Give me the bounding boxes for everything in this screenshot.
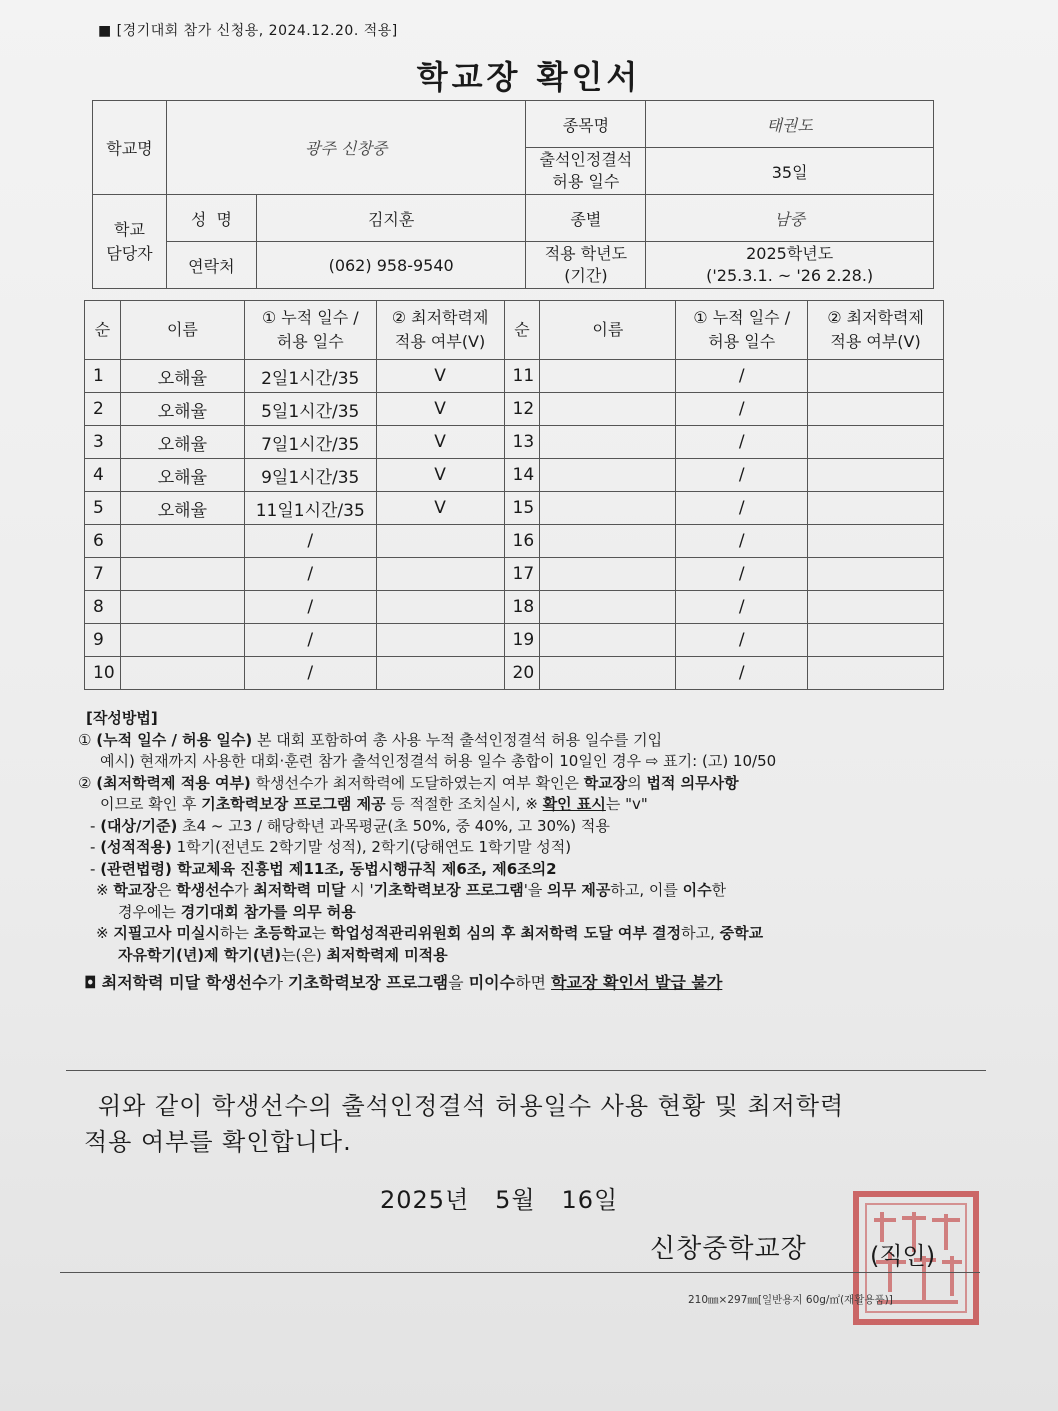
student-name [120, 525, 244, 558]
note-1-b4: 기초학력보장 프로그램 [373, 881, 524, 899]
accumulated-days: 11일1시간/35 [244, 492, 376, 525]
paper-spec: 210㎜×297㎜[일반용지 60g/㎡(재활용품)] [688, 1294, 893, 1306]
year-value-2: ('25.3.1. ~ '26 2.28.) [706, 266, 874, 285]
row-number: 20 [504, 657, 540, 690]
header-min-line1: ② 최저학력제 [391, 308, 489, 327]
allowed-days-value: 35일 [646, 148, 934, 195]
header-days-right [676, 301, 808, 360]
instruction-2-text: 학생선수가 최저학력에 도달하였는지 여부 확인은 [250, 773, 584, 792]
instruction-2 [78, 773, 958, 795]
instruction-2-bold3: 법적 의무사항 [646, 773, 739, 792]
instruction-1-example: 예시) 현재까지 사용한 대회·훈련 참가 출석인정결석 허용 일수 총합이 10일인 경우 ⇨ 표기: (고) 10/50 [100, 752, 777, 770]
contact-value: (062) 958-9540 [256, 242, 526, 289]
allowed-days-label-1: 출석인정결석 [539, 150, 633, 169]
instructions-section [78, 708, 958, 994]
header-days-left [244, 301, 376, 360]
accumulated-days: / [676, 360, 808, 393]
document-title: 학교장 확인서 [416, 58, 642, 96]
bullet-grades [78, 837, 958, 859]
row-number: 8 [85, 591, 121, 624]
confirmation-line-2: 적용 여부를 확인합니다. [84, 1128, 352, 1156]
min-standard-check [808, 558, 944, 591]
bullet-target-text: 초4 ~ 고3 / 해당학년 과목평균(초 50%, 중 40%, 고 30%) 적용 [177, 816, 610, 835]
table-row [85, 525, 944, 558]
student-name [120, 657, 244, 690]
min-standard-check [808, 360, 944, 393]
note-1-b5: 의무 제공 [547, 881, 611, 899]
header-min-left [376, 301, 504, 360]
table-row [85, 657, 944, 690]
bullet-target-bold: (대상/기준) [100, 816, 178, 835]
student-name [540, 657, 676, 690]
instruction-2-cont-1: 이므로 확인 후 [100, 795, 202, 813]
header-min-right [808, 301, 944, 360]
bullet-grades-bold: (성적적용) [100, 838, 172, 856]
sport-label: 종목명 [526, 101, 646, 148]
min-standard-check [808, 492, 944, 525]
note-2-t2: 는 [311, 924, 331, 942]
min-standard-check [808, 525, 944, 558]
accumulated-days: / [676, 459, 808, 492]
min-standard-check [376, 657, 504, 690]
note-2-cont-b1: 자유학기(년)제 학기(년) [118, 945, 282, 964]
note-2-t1: 하는 [220, 924, 254, 942]
header-seq-left: 순 [85, 301, 121, 360]
year-value [646, 242, 934, 289]
note-2-prefix: ※ [96, 924, 114, 942]
student-name: 오해율 [120, 360, 244, 393]
student-name [540, 426, 676, 459]
row-number: 2 [85, 393, 121, 426]
min-standard-check [376, 591, 504, 624]
row-number: 10 [85, 657, 121, 690]
name-value: 김지훈 [256, 195, 526, 242]
min-standard-check [808, 459, 944, 492]
instruction-2-cont-bold2: 확인 표시 [542, 795, 606, 813]
student-name: 오해율 [120, 426, 244, 459]
form-header-note: ■ [경기대회 참가 신청용, 2024.12.20. 적용] [98, 23, 398, 39]
accumulated-days: / [244, 624, 376, 657]
note-2-b2: 초등학교 [253, 924, 312, 942]
note-1-prefix: ※ [96, 881, 114, 899]
accumulated-days: / [244, 558, 376, 591]
header-days-line2: 허용 일수 [708, 332, 776, 351]
row-number: 7 [85, 558, 121, 591]
notice-b1: 최저학력 미달 학생선수 [101, 973, 268, 992]
bullet-law-prefix: - [90, 859, 101, 878]
instruction-2-text2: 의 [627, 773, 647, 792]
accumulated-days: / [676, 558, 808, 591]
student-name [120, 591, 244, 624]
manager-label [93, 195, 167, 289]
min-standard-check: V [376, 492, 504, 525]
footer-divider [60, 1272, 980, 1273]
student-name [540, 525, 676, 558]
notice-b3: 미이수 [468, 973, 516, 992]
accumulated-days: 5일1시간/35 [244, 393, 376, 426]
note-2-b4: 중학교 [719, 924, 764, 942]
row-number: 4 [85, 459, 121, 492]
header-name-left: 이름 [120, 301, 244, 360]
row-number: 15 [504, 492, 540, 525]
student-name [540, 492, 676, 525]
header-seq-right: 순 [504, 301, 540, 360]
min-standard-check [376, 558, 504, 591]
accumulated-days: / [676, 492, 808, 525]
year-label [526, 242, 646, 289]
confirmation-statement [84, 1088, 964, 1160]
min-standard-check [376, 624, 504, 657]
student-name [120, 558, 244, 591]
header-days-line2: 허용 일수 [276, 332, 344, 351]
table-row [85, 492, 944, 525]
accumulated-days: / [244, 525, 376, 558]
note-1-b2: 학생선수 [176, 881, 235, 899]
accumulated-days: 2일1시간/35 [244, 360, 376, 393]
row-number: 11 [504, 360, 540, 393]
accumulated-days: / [676, 657, 808, 690]
student-name [540, 591, 676, 624]
student-name [120, 624, 244, 657]
issuance-notice [78, 972, 958, 994]
roster-table [84, 300, 944, 690]
category-value: 남중 [646, 195, 934, 242]
accumulated-days: / [244, 591, 376, 624]
note-1-t6: 한 [711, 881, 727, 899]
school-value: 광주 신창중 [166, 101, 526, 195]
min-standard-check: V [376, 426, 504, 459]
allowed-days-label [526, 148, 646, 195]
note-1-t5: 하고, 이를 [610, 881, 683, 899]
instruction-1-bold: (누적 일수 / 허용 일수) [96, 730, 253, 749]
accumulated-days: / [676, 426, 808, 459]
bullet-grades-prefix: - [90, 838, 101, 856]
notice-icon: ◘ [84, 973, 102, 992]
min-standard-check [808, 393, 944, 426]
note-1-t2: 가 [234, 881, 254, 899]
bullet-grades-text: 1학기(전년도 2학기말 성적), 2학기(당해연도 1학기말 성적) [171, 838, 572, 856]
principal-title: 신창중학교장 [650, 1234, 807, 1264]
header-days-line1: ① 누적 일수 / [261, 308, 359, 327]
note-2-b3: 학업성적관리위원회 심의 후 최저학력 도달 여부 결정 [330, 924, 682, 942]
table-row [85, 426, 944, 459]
notice-t2: 을 [448, 973, 469, 992]
row-number: 16 [504, 525, 540, 558]
header-name-right: 이름 [540, 301, 676, 360]
row-number: 3 [85, 426, 121, 459]
min-standard-check: V [376, 360, 504, 393]
instruction-2-cont-2: 등 적절한 조치실시, ※ [385, 795, 543, 813]
bullet-target [78, 816, 958, 838]
accumulated-days: / [676, 591, 808, 624]
row-number: 1 [85, 360, 121, 393]
student-name [540, 459, 676, 492]
row-number: 5 [85, 492, 121, 525]
accumulated-days: / [676, 393, 808, 426]
note-1-cont-text: 경우에는 [118, 902, 181, 921]
note-1-b3: 최저학력 미달 [253, 881, 346, 899]
note-1-t3: 시 ' [345, 881, 374, 899]
header-min-line2: 적용 여부(V) [394, 332, 486, 351]
category-label: 종별 [526, 195, 646, 242]
note-1-cont-bold: 경기대회 참가를 의무 허용 [180, 902, 356, 921]
note-2-cont-t: 는(은) [281, 945, 327, 964]
student-name [540, 558, 676, 591]
note-1-cont [78, 902, 958, 924]
header-min-line1: ② 최저학력제 [827, 308, 924, 327]
row-number: 13 [504, 426, 540, 459]
instruction-2-cont-3: 는 "v" [605, 795, 648, 813]
instruction-2-cont [78, 794, 958, 816]
note-2-t3: 하고, [681, 924, 720, 942]
instruction-2-bold2: 학교장 [583, 773, 628, 792]
instructions-heading: [작성방법] [86, 709, 158, 727]
row-number: 18 [504, 591, 540, 624]
instruction-1-prefix: ① [78, 730, 97, 749]
accumulated-days: 9일1시간/35 [244, 459, 376, 492]
header-min-line2: 적용 여부(V) [830, 332, 921, 351]
table-row [85, 624, 944, 657]
note-2 [78, 923, 958, 945]
instruction-1 [78, 730, 958, 752]
instruction-2-cont-bold: 기초학력보장 프로그램 제공 [201, 795, 386, 813]
student-name [540, 393, 676, 426]
roster-header-row [85, 301, 944, 360]
notice-b2: 기초학력보장 프로그램 [288, 973, 449, 992]
allowed-days-label-2: 허용 일수 [552, 172, 620, 191]
name-label: 성 명 [166, 195, 256, 242]
year-label-1: 적용 학년도 [544, 244, 628, 263]
row-number: 17 [504, 558, 540, 591]
divider [66, 1070, 986, 1071]
student-name [540, 624, 676, 657]
row-number: 14 [504, 459, 540, 492]
instruction-2-bold: (최저학력제 적용 여부) [96, 773, 251, 792]
min-standard-check: V [376, 393, 504, 426]
notice-t1: 가 [267, 973, 288, 992]
min-standard-check [808, 591, 944, 624]
table-row [85, 591, 944, 624]
issue-date: 2025년 5월 16일 [380, 1186, 619, 1214]
table-row [85, 558, 944, 591]
bullet-target-prefix: - [90, 816, 101, 835]
min-standard-check [376, 525, 504, 558]
year-value-1: 2025학년도 [746, 244, 834, 263]
info-table [92, 100, 934, 289]
notice-t3: 하면 [515, 973, 552, 992]
accumulated-days: / [676, 525, 808, 558]
table-row [85, 360, 944, 393]
table-row [85, 393, 944, 426]
header-days-line1: ① 누적 일수 / [693, 308, 791, 327]
min-standard-check [808, 426, 944, 459]
note-2-cont-b2: 최저학력제 미적용 [326, 945, 448, 964]
bullet-law-bold: (관련법령) 학교체육 진흥법 제11조, 동법시행규칙 제6조, 제6조의2 [100, 859, 557, 878]
student-name [540, 360, 676, 393]
row-number: 9 [85, 624, 121, 657]
accumulated-days: / [676, 624, 808, 657]
row-number: 6 [85, 525, 121, 558]
contact-label: 연락처 [166, 242, 256, 289]
min-standard-check [808, 624, 944, 657]
row-number: 19 [504, 624, 540, 657]
manager-label-2: 담당자 [106, 243, 153, 263]
note-1-b1: 학교장 [113, 881, 157, 899]
bullet-law [78, 859, 958, 881]
row-number: 12 [504, 393, 540, 426]
student-name: 오해율 [120, 393, 244, 426]
sport-value: 태권도 [646, 101, 934, 148]
note-1-t4: '을 [523, 881, 548, 899]
notice-b4: 학교장 확인서 발급 불가 [551, 973, 723, 992]
school-label: 학교명 [93, 101, 167, 195]
manager-label-1: 학교 [113, 219, 145, 239]
table-row [85, 459, 944, 492]
min-standard-check: V [376, 459, 504, 492]
note-2-cont [78, 945, 958, 967]
accumulated-days: 7일1시간/35 [244, 426, 376, 459]
min-standard-check [808, 657, 944, 690]
note-1-t1: 은 [156, 881, 177, 899]
confirmation-line-1: 위와 같이 학생선수의 출석인정결석 허용일수 사용 현황 및 최저학력 [98, 1092, 845, 1120]
instruction-2-prefix: ② [78, 773, 97, 792]
note-2-b1: 지필고사 미실시 [113, 924, 220, 942]
note-1-b6: 이수 [682, 881, 712, 899]
student-name: 오해율 [120, 459, 244, 492]
accumulated-days: / [244, 657, 376, 690]
student-name: 오해율 [120, 492, 244, 525]
year-label-2: (기간) [564, 266, 608, 285]
seal-label: (직인) [870, 1242, 936, 1270]
note-1 [78, 880, 958, 902]
instruction-1-text: 본 대회 포함하여 총 사용 누적 출석인정결석 허용 일수를 기입 [252, 730, 663, 749]
